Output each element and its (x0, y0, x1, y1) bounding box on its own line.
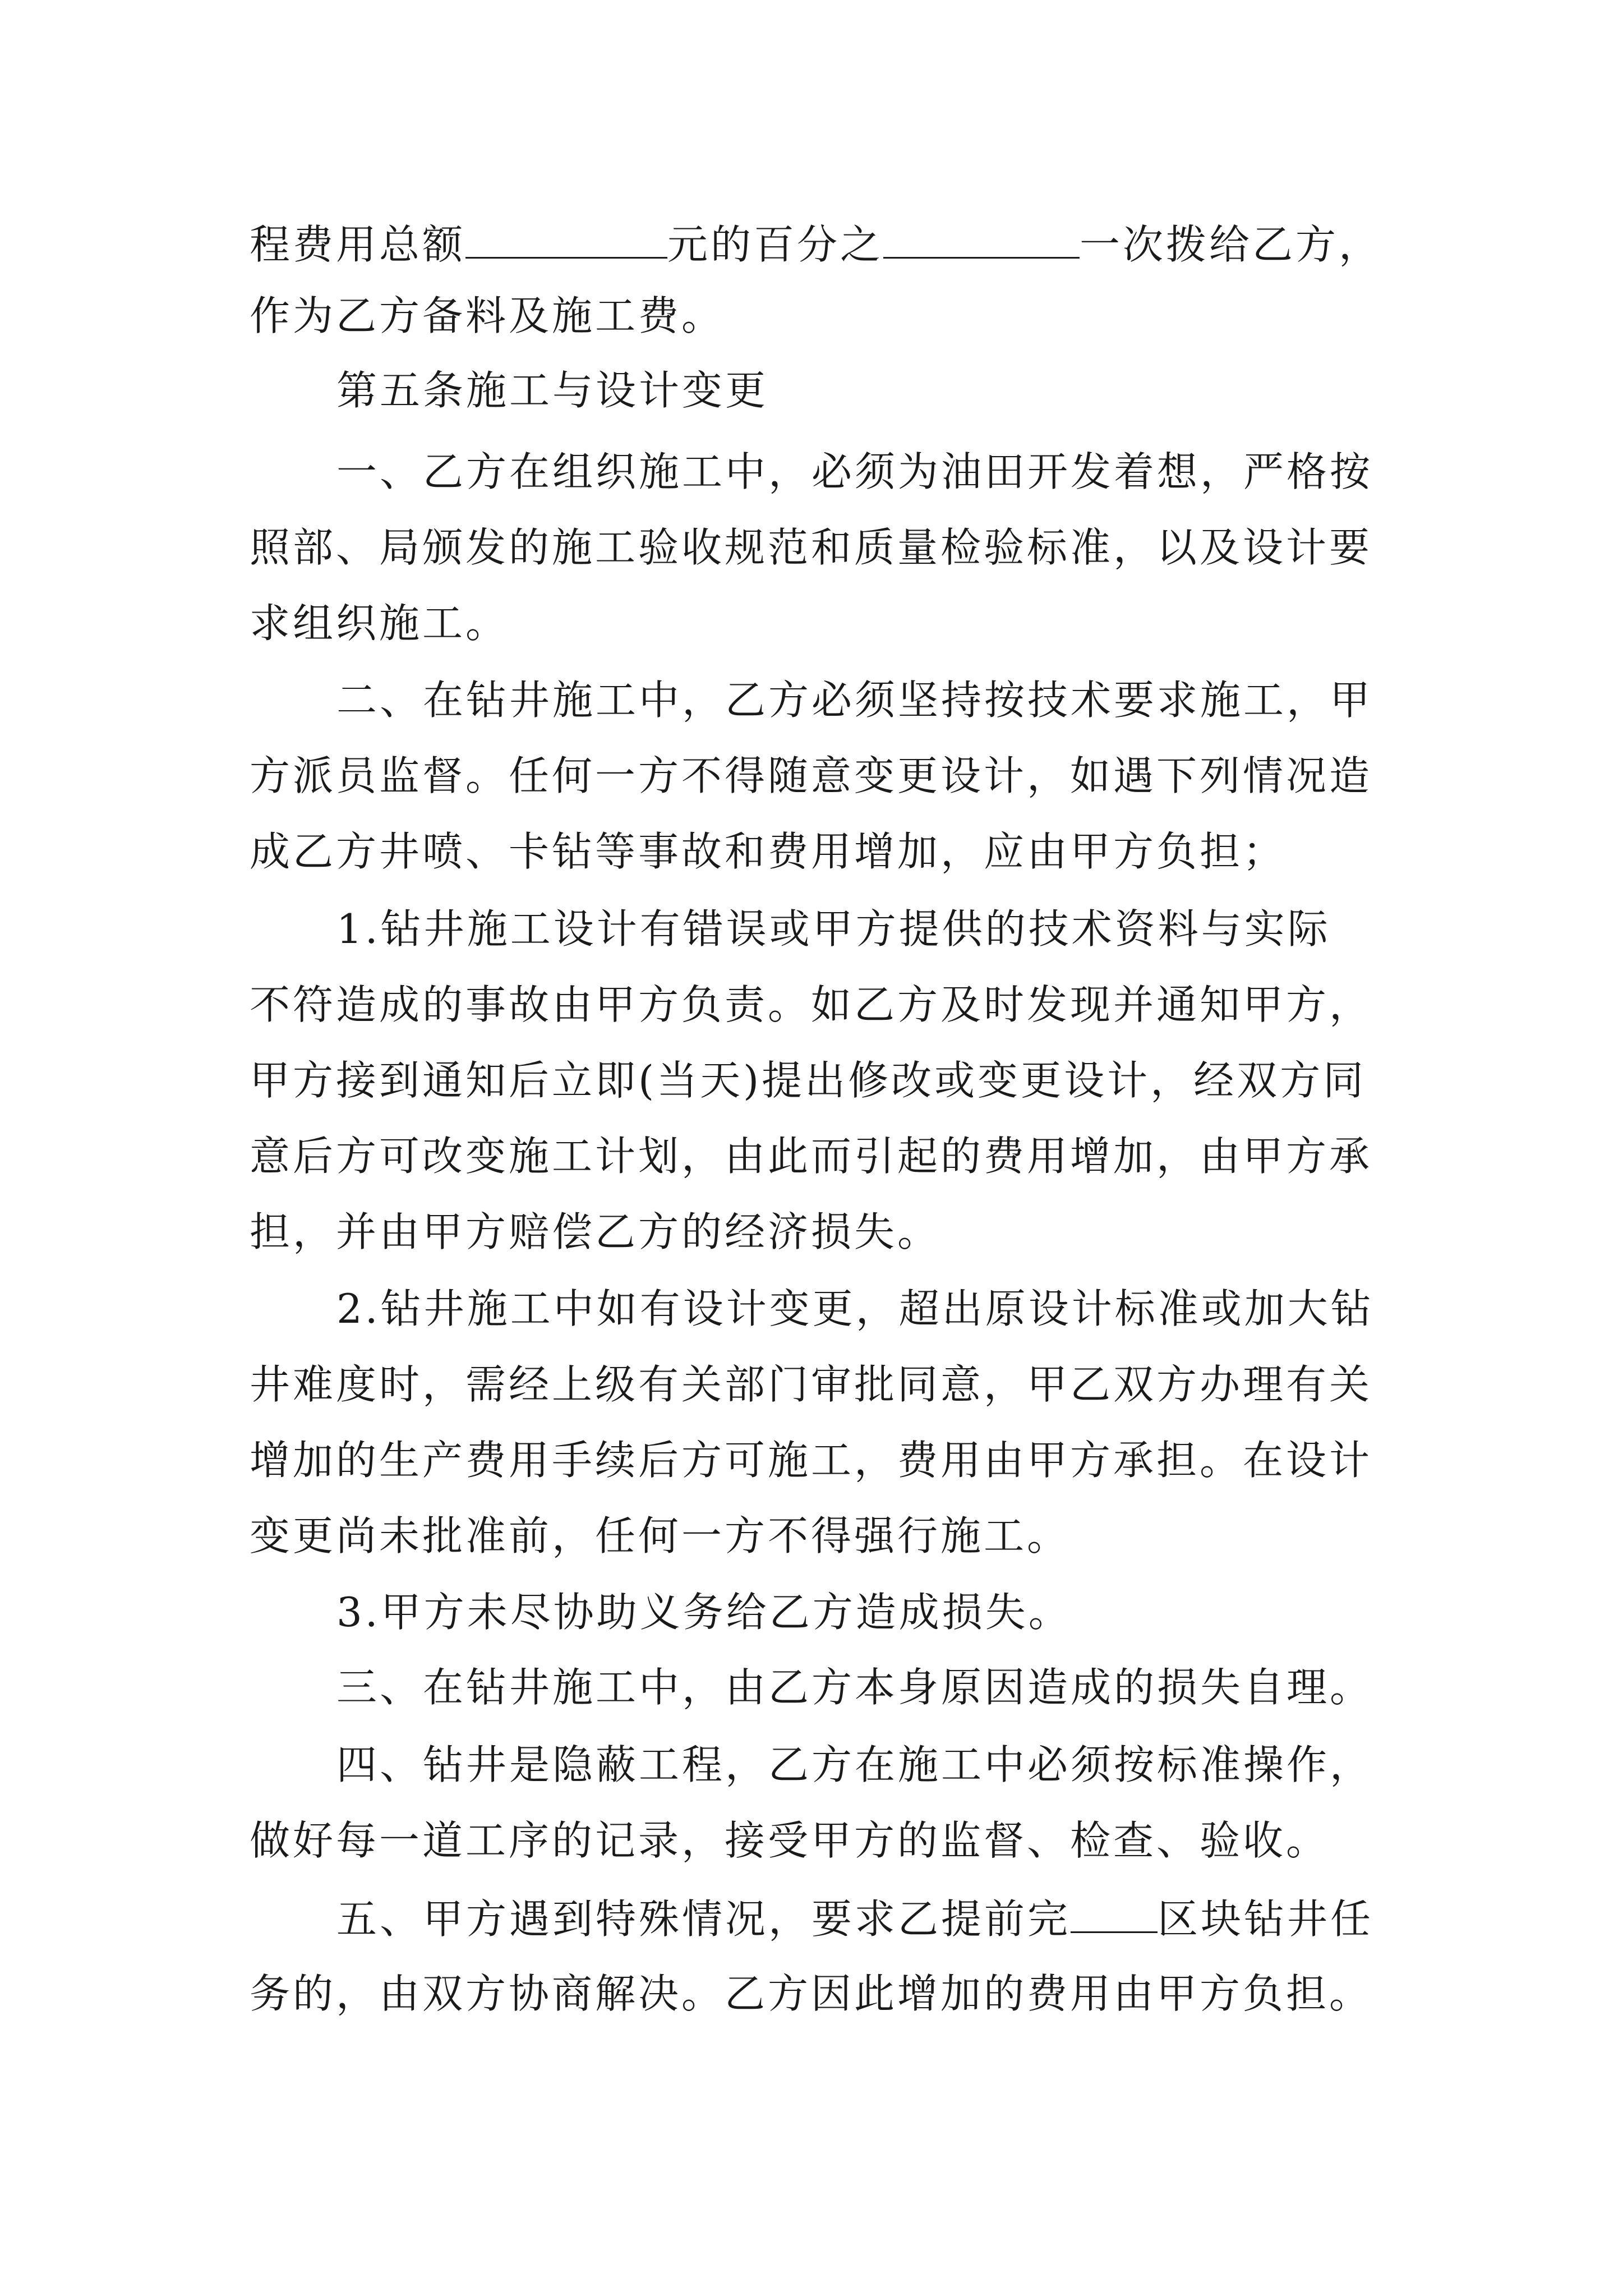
paragraph-line: 甲方接到通知后立即(当天)提出修改或变更设计，经双方同 (250, 1057, 1367, 1104)
paragraph-line: 1.钻井施工设计有错误或甲方提供的技术资料与实际 (336, 905, 1331, 953)
paragraph-line: 作为乙方备料及施工费。 (250, 292, 725, 339)
paragraph-line: 意后方可改变施工计划，由此而引起的费用增加，由甲方承 (250, 1133, 1373, 1180)
fill-in-blank-percent (883, 223, 1080, 259)
paragraph-line: 四、钻井是隐蔽工程，乙方在施工中必须按标准操作， (336, 1741, 1373, 1788)
paragraph-line: 二、在钻井施工中，乙方必须坚持按技术要求施工，甲 (336, 677, 1373, 724)
paragraph-line: 三、在钻井施工中，由乙方本身原因造成的损失自理。 (336, 1664, 1373, 1711)
fill-in-blank-amount (465, 223, 667, 259)
paragraph-line: 2.钻井施工中如有设计变更，超出原设计标准或加大钻 (336, 1285, 1374, 1332)
text-segment: 元的百分之 (667, 221, 884, 268)
paragraph-line (250, 221, 1382, 268)
text-segment: 一次拨给乙方， (1080, 221, 1382, 268)
paragraph-line: 不符造成的事故由甲方负责。如乙方及时发现并通知甲方， (250, 981, 1373, 1028)
paragraph-line: 变更尚未批准前，任何一方不得强行施工。 (250, 1512, 1071, 1559)
text-segment: 程费用总额 (250, 221, 466, 268)
section-heading: 第五条施工与设计变更 (336, 367, 769, 414)
paragraph-line: 做好每一道工序的记录，接受甲方的监督、检查、验收。 (250, 1817, 1330, 1864)
text-segment: 区块钻井任 (1158, 1895, 1374, 1943)
paragraph-line: 务的，由双方协商解决。乙方因此增加的费用由甲方负担。 (250, 1970, 1373, 2017)
paragraph-line: 增加的生产费用手续后方可施工，费用由甲方承担。在设计 (250, 1437, 1373, 1484)
paragraph-line (336, 1895, 1374, 1943)
text-segment: 五、甲方遇到特殊情况，要求乙提前完 (336, 1895, 1071, 1943)
paragraph-line: 井难度时，需经上级有关部门审批同意，甲乙双方办理有关 (250, 1361, 1373, 1408)
paragraph-line: 照部、局颁发的施工验收规范和质量检验标准，以及设计要 (250, 524, 1373, 571)
paragraph-line: 方派员监督。任何一方不得随意变更设计，如遇下列情况造 (250, 752, 1373, 799)
paragraph-line: 求组织施工。 (250, 600, 509, 647)
paragraph-line: 3.甲方未尽协助义务给乙方造成损失。 (336, 1589, 1072, 1636)
paragraph-line: 成乙方井喷、卡钻等事故和费用增加，应由甲方负担； (250, 828, 1287, 875)
paragraph-line: 一、乙方在组织施工中，必须为油田开发着想，严格按 (336, 448, 1373, 495)
paragraph-line: 担，并由甲方赔偿乙方的经济损失。 (250, 1208, 941, 1255)
fill-in-blank-block (1071, 1898, 1158, 1933)
